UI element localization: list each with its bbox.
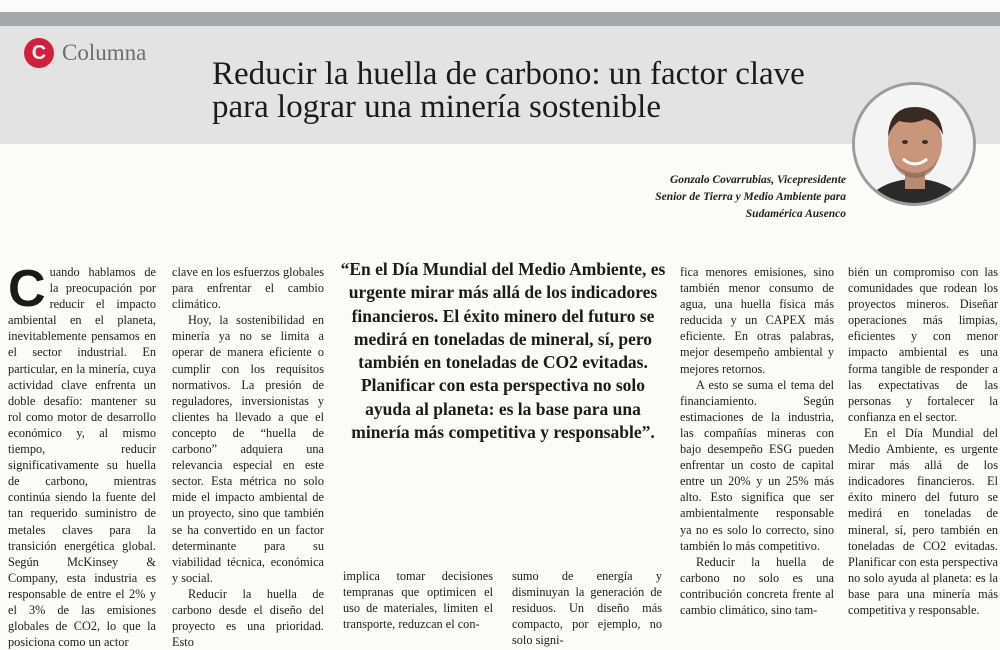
article-column-5: [680, 264, 834, 618]
column-3-paragraph-1: implica tomar decisiones tempranas que optimicen el uso de materiales, limiten el transporte, reduzcan el con-: [343, 569, 493, 632]
column-5-paragraph-2: A esto se suma el tema del financiamiento. Según estimaciones de la industria, las compañías mineras con bajo desempeño ESG pueden enfrentar un costo de capital entre un 20% y un 25% más alto. Esto significa que ser ambientalmente responsable ya no es solo lo correcto, sino también lo más competitivo.: [680, 377, 834, 553]
article-column-6: [848, 264, 998, 618]
article-column-1: [8, 260, 156, 650]
drop-cap: C: [8, 260, 46, 318]
top-bar: [0, 12, 1000, 26]
author-photo: [852, 82, 976, 206]
byline-line-1: Gonzalo Covarrubias, Vicepresidente: [669, 174, 846, 186]
byline-line-3: Sudamérica Ausenco: [745, 208, 846, 220]
byline-line-2: Senior de Tierra y Medio Ambiente para: [655, 191, 846, 203]
column-4-paragraph-1: sumo de energía y disminuyan la generación de residuos. Un diseño más compacto, por ejemplo, no solo signi-: [512, 569, 662, 648]
column-logo-icon: C: [24, 38, 54, 68]
column-6-paragraph-1: bién un compromiso con las comunidades que rodean los proyectos mineros. Diseñar operaciones más limpias, eficientes y con menor impacto ambiental es una forma tangible de responder a las expectativas de las personas y fortalecer la confianza en el sector.: [848, 265, 998, 424]
column-6-paragraph-2: En el Día Mundial del Medio Ambiente, es urgente mirar más allá de los indicadores financieros. El éxito minero del futuro se medirá en toneladas de mineral, sí, pero también en toneladas de CO2 evitadas. Planificar con esta perspectiva no solo ayuda al planeta: es la base para una minería más competitiva y responsable.: [848, 425, 998, 617]
author-byline: [600, 172, 846, 223]
article-column-4: [512, 568, 662, 648]
column-1-paragraph-1: uando hablamos de la preocupación por reducir el impacto ambiental en el planeta, inevitablemente pensamos en el sector industrial. En particular, en la minería, cuya actividad clave enfrenta un doble desafío: mantener su rol como motor de desarrollo económico y, al mismo tiempo, reducir significativamente su huella de carbono, mientras continúa siendo la fuente del tan requerido suministro de metales claves para la transición energética global. Según McKinsey & Company, esta industria es responsable de entre el 2% y el 3% de las emisiones globales de CO2, lo que la posiciona como un actor: [8, 265, 156, 650]
article-column-2: [172, 264, 324, 650]
section-label: Columna: [62, 40, 147, 65]
pull-quote: “En el Día Mundial del Medio Ambiente, es urgente mirar más allá de los indicadores financieros. El éxito minero del futuro se medirá en toneladas de mineral, sí, pero también en toneladas de CO2 evitadas. Planificar con esta perspectiva no solo ayuda al planeta: es la base para una minería más competitiva y responsable”.: [340, 259, 666, 443]
column-2-paragraph-3: Reducir la huella de carbono desde el diseño del proyecto es una prioridad. Esto: [172, 586, 324, 650]
author-portrait-icon: [855, 85, 973, 203]
article-column-3: [343, 568, 493, 632]
column-5-paragraph-3: Reducir la huella de carbono no solo es una contribución concreta frente al cambio climático, sino tam-: [680, 554, 834, 617]
column-2-paragraph-1: clave en los esfuerzos globales para enfrentar el cambio climático.: [172, 265, 324, 312]
column-2-paragraph-2: Hoy, la sostenibilidad en minería ya no se limita a operar de manera eficiente o cumplir con los requisitos normativos. La presión de reguladores, inversionistas y clientes ha llevado a que el concepto de “huella de carbono” adquiera una relevancia especial en este sector. Esta métrica no solo mide el impacto ambiental de un proyecto, sino que también se ha convertido en un factor determinante para su viabilidad técnica, económica y social.: [172, 313, 324, 585]
headline: Reducir la huella de carbono: un factor clave para lograr una minería sostenible: [212, 56, 805, 125]
column-5-paragraph-1: fica menores emisiones, sino también menor consumo de agua, una huella física más reducida y un CAPEX más eficiente. En otras palabras, mejor desempeño ambiental y mejores retornos.: [680, 265, 834, 376]
